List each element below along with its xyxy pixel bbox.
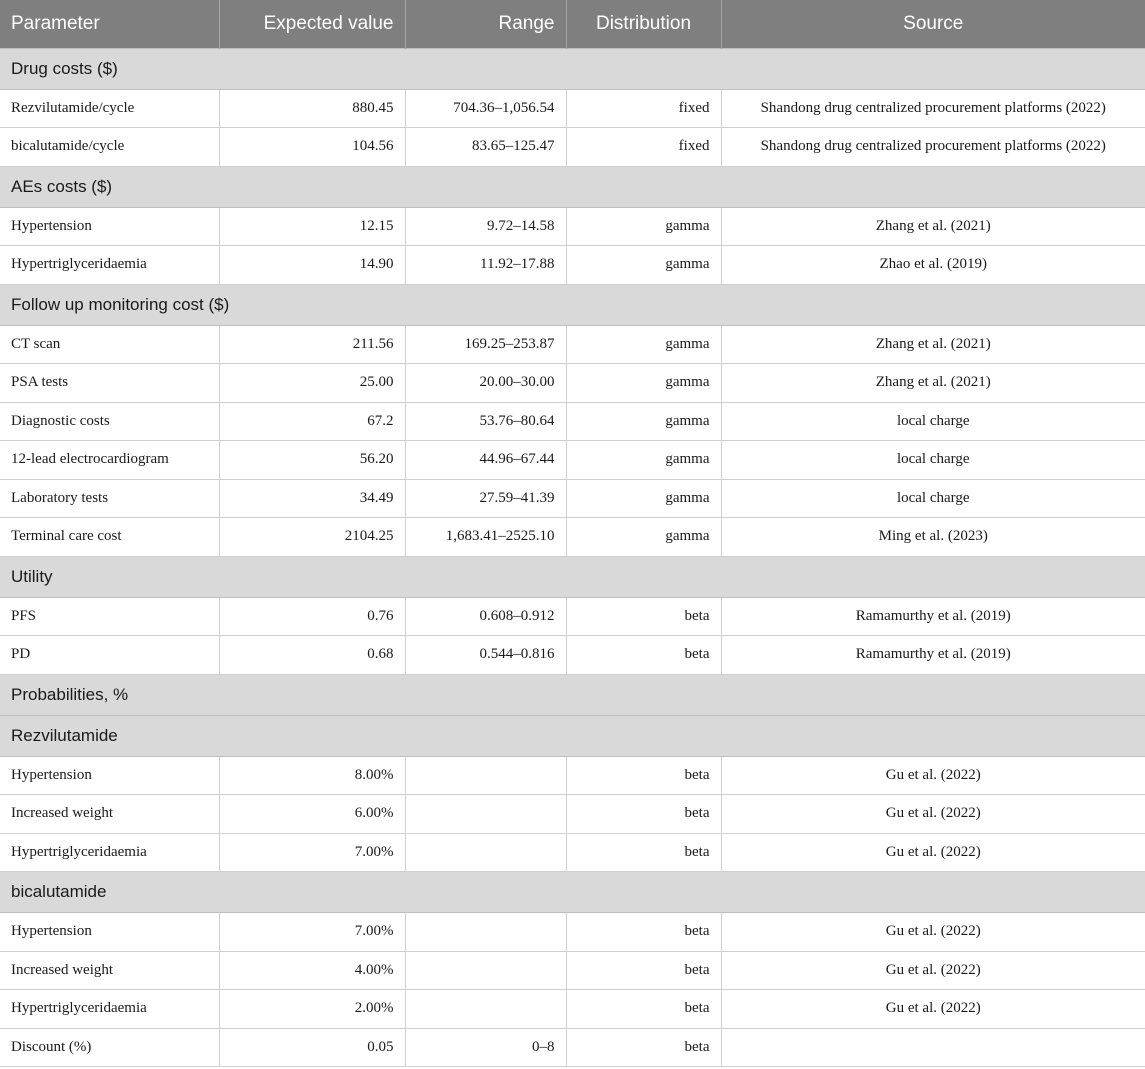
cell-range [405, 833, 566, 872]
cell-parameter: Hypertriglyceridaemia [0, 833, 219, 872]
section-row [0, 556, 1145, 597]
cell-source: Ramamurthy et al. (2019) [721, 597, 1145, 636]
cell-distribution: gamma [566, 441, 721, 480]
table-row [0, 479, 1145, 518]
cell-range [405, 951, 566, 990]
cell-source [721, 1028, 1145, 1067]
cell-range [405, 756, 566, 795]
section-row [0, 284, 1145, 325]
cell-expected-value: 880.45 [219, 89, 405, 128]
table-row [0, 795, 1145, 834]
cell-parameter: Hypertension [0, 756, 219, 795]
section-title: Follow up monitoring cost ($) [0, 284, 1145, 325]
cell-range: 0.608–0.912 [405, 597, 566, 636]
cell-parameter: PSA tests [0, 364, 219, 403]
cell-distribution: fixed [566, 128, 721, 167]
cell-range: 169.25–253.87 [405, 325, 566, 364]
table-row [0, 636, 1145, 675]
section-row [0, 872, 1145, 913]
cell-distribution: beta [566, 636, 721, 675]
cell-distribution: beta [566, 833, 721, 872]
cell-distribution: beta [566, 951, 721, 990]
cell-distribution: beta [566, 1028, 721, 1067]
cell-parameter: PD [0, 636, 219, 675]
cell-range: 1,683.41–2525.10 [405, 518, 566, 557]
cell-range: 20.00–30.00 [405, 364, 566, 403]
cell-expected-value: 67.2 [219, 402, 405, 441]
cell-source: Zhang et al. (2021) [721, 325, 1145, 364]
cell-expected-value: 25.00 [219, 364, 405, 403]
cell-expected-value: 211.56 [219, 325, 405, 364]
table-row [0, 441, 1145, 480]
cell-distribution: gamma [566, 402, 721, 441]
cell-parameter: Hypertension [0, 207, 219, 246]
section-title: Utility [0, 556, 1145, 597]
cell-range [405, 913, 566, 952]
table-row [0, 518, 1145, 557]
cell-distribution: beta [566, 756, 721, 795]
table-row [0, 325, 1145, 364]
cell-parameter: PFS [0, 597, 219, 636]
table-row [0, 990, 1145, 1029]
cell-source: Zhang et al. (2021) [721, 364, 1145, 403]
cell-expected-value: 0.05 [219, 1028, 405, 1067]
cell-range: 9.72–14.58 [405, 207, 566, 246]
cell-source: Gu et al. (2022) [721, 756, 1145, 795]
section-row [0, 674, 1145, 715]
table-row [0, 89, 1145, 128]
cell-source: local charge [721, 441, 1145, 480]
cell-source: Ramamurthy et al. (2019) [721, 636, 1145, 675]
cell-distribution: gamma [566, 207, 721, 246]
cell-expected-value: 104.56 [219, 128, 405, 167]
cell-range: 27.59–41.39 [405, 479, 566, 518]
cell-distribution: gamma [566, 246, 721, 285]
cell-range [405, 990, 566, 1029]
table-body [0, 48, 1145, 1067]
cell-parameter: Rezvilutamide/cycle [0, 89, 219, 128]
cell-parameter: CT scan [0, 325, 219, 364]
cell-source: local charge [721, 479, 1145, 518]
cell-expected-value: 6.00% [219, 795, 405, 834]
cell-parameter: Diagnostic costs [0, 402, 219, 441]
table-row [0, 833, 1145, 872]
table-row [0, 756, 1145, 795]
cell-range [405, 795, 566, 834]
table-row [0, 128, 1145, 167]
cell-parameter: bicalutamide/cycle [0, 128, 219, 167]
table-row [0, 1028, 1145, 1067]
cell-source: Gu et al. (2022) [721, 913, 1145, 952]
cell-expected-value: 56.20 [219, 441, 405, 480]
cell-source: Ming et al. (2023) [721, 518, 1145, 557]
cell-source: Zhao et al. (2019) [721, 246, 1145, 285]
table-row [0, 207, 1145, 246]
section-title: Probabilities, % [0, 674, 1145, 715]
cell-distribution: beta [566, 990, 721, 1029]
section-row [0, 166, 1145, 207]
cell-expected-value: 34.49 [219, 479, 405, 518]
table-header [0, 0, 1145, 48]
cell-source: Shandong drug centralized procurement platforms (2022) [721, 89, 1145, 128]
cell-parameter: Terminal care cost [0, 518, 219, 557]
cell-parameter: Laboratory tests [0, 479, 219, 518]
cell-range: 44.96–67.44 [405, 441, 566, 480]
header-source: Source [721, 0, 1145, 48]
cell-parameter: 12-lead electrocardiogram [0, 441, 219, 480]
table-row [0, 951, 1145, 990]
header-range: Range [405, 0, 566, 48]
section-title: Drug costs ($) [0, 48, 1145, 89]
cell-parameter: Increased weight [0, 795, 219, 834]
table-row [0, 246, 1145, 285]
section-title: AEs costs ($) [0, 166, 1145, 207]
cell-parameter: Discount (%) [0, 1028, 219, 1067]
section-title: Rezvilutamide [0, 715, 1145, 756]
header-expected-value: Expected value [219, 0, 405, 48]
cell-range: 704.36–1,056.54 [405, 89, 566, 128]
cell-expected-value: 0.68 [219, 636, 405, 675]
header-parameter: Parameter [0, 0, 219, 48]
section-row [0, 715, 1145, 756]
cell-range: 83.65–125.47 [405, 128, 566, 167]
header-row [0, 0, 1145, 48]
cell-source: Gu et al. (2022) [721, 951, 1145, 990]
cell-expected-value: 8.00% [219, 756, 405, 795]
section-row [0, 48, 1145, 89]
cell-expected-value: 7.00% [219, 913, 405, 952]
cell-distribution: gamma [566, 518, 721, 557]
cell-expected-value: 7.00% [219, 833, 405, 872]
cell-source: Gu et al. (2022) [721, 990, 1145, 1029]
cell-range: 0.544–0.816 [405, 636, 566, 675]
header-distribution: Distribution [566, 0, 721, 48]
cell-source: local charge [721, 402, 1145, 441]
cell-distribution: beta [566, 795, 721, 834]
cell-range: 0–8 [405, 1028, 566, 1067]
cell-parameter: Hypertriglyceridaemia [0, 246, 219, 285]
cell-expected-value: 2.00% [219, 990, 405, 1029]
table-row [0, 402, 1145, 441]
cell-range: 11.92–17.88 [405, 246, 566, 285]
cell-expected-value: 0.76 [219, 597, 405, 636]
cell-distribution: beta [566, 913, 721, 952]
cell-source: Gu et al. (2022) [721, 795, 1145, 834]
cell-expected-value: 14.90 [219, 246, 405, 285]
cell-source: Shandong drug centralized procurement platforms (2022) [721, 128, 1145, 167]
table-row [0, 364, 1145, 403]
table-row [0, 597, 1145, 636]
cell-parameter: Hypertension [0, 913, 219, 952]
cell-distribution: fixed [566, 89, 721, 128]
cell-distribution: gamma [566, 479, 721, 518]
cell-expected-value: 2104.25 [219, 518, 405, 557]
table-row [0, 913, 1145, 952]
cell-expected-value: 12.15 [219, 207, 405, 246]
cell-source: Gu et al. (2022) [721, 833, 1145, 872]
cell-distribution: gamma [566, 325, 721, 364]
cell-distribution: beta [566, 597, 721, 636]
cell-range: 53.76–80.64 [405, 402, 566, 441]
cell-expected-value: 4.00% [219, 951, 405, 990]
cell-parameter: Increased weight [0, 951, 219, 990]
cell-distribution: gamma [566, 364, 721, 403]
cell-parameter: Hypertriglyceridaemia [0, 990, 219, 1029]
cell-source: Zhang et al. (2021) [721, 207, 1145, 246]
section-title: bicalutamide [0, 872, 1145, 913]
